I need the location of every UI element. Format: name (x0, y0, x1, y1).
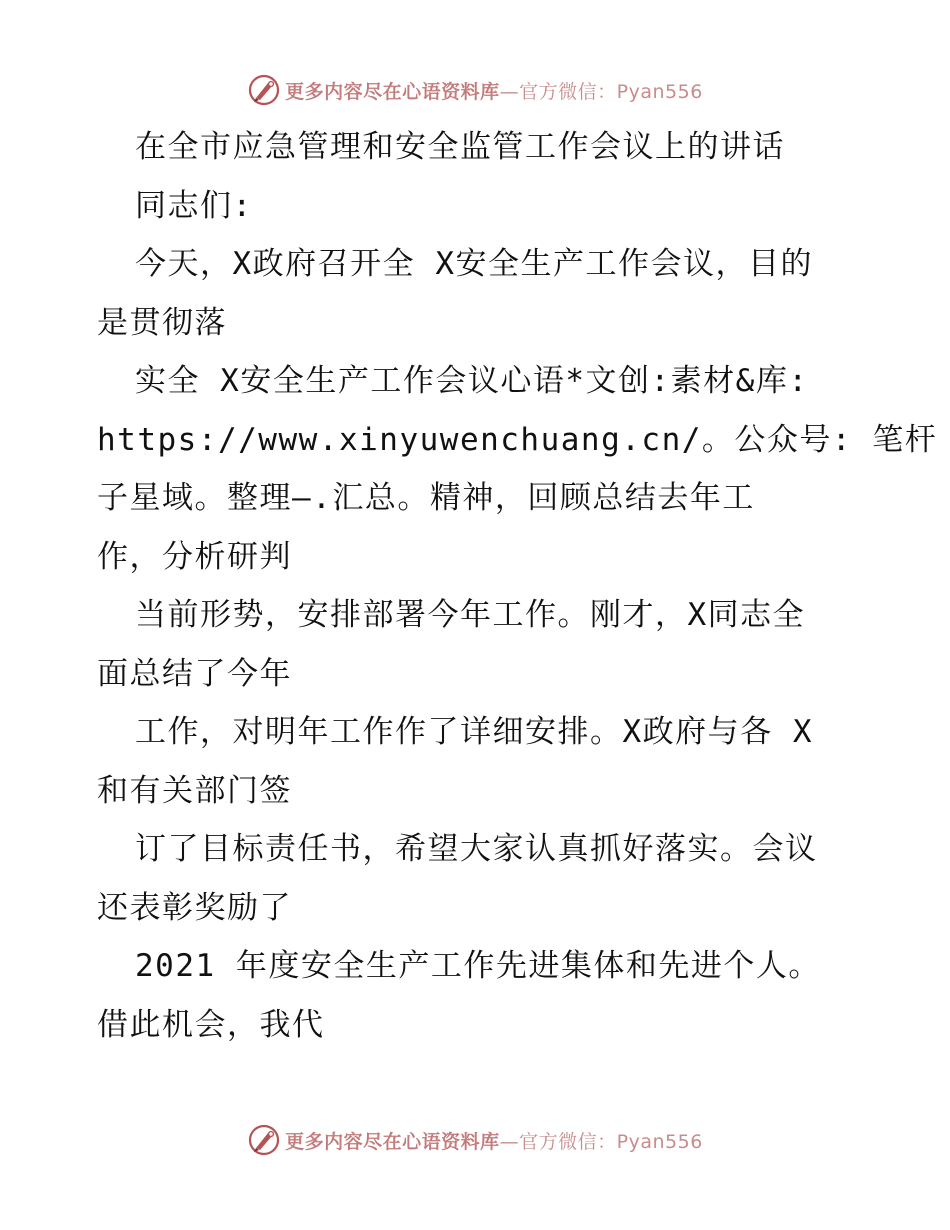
watermark-text (285, 77, 703, 104)
document-line: 子星域。整理—.汇总。精神，回顾总结去年工 (97, 480, 755, 516)
document-line: 实全 X安全生产工作会议心语*文创:素材&库: (135, 363, 809, 399)
watermark-dash: — (499, 1130, 520, 1153)
document-line: 和有关部门签 (97, 772, 292, 809)
watermark-wechat: 官方微信：Pyan556 (519, 1130, 703, 1153)
watermark-banner-top (0, 70, 950, 110)
watermark-lead: 更多内容尽在心语资料库 (285, 1130, 500, 1153)
document-line: 当前形势，安排部署今年工作。刚才，X同志全 (135, 597, 806, 633)
document-line: 在全市应急管理和安全监管工作会议上的讲话 (135, 129, 785, 165)
watermark-text (285, 1127, 703, 1154)
document-line: 是贯彻落 (97, 304, 227, 341)
document-line: 2021 年度安全生产工作先进集体和先进个人。 (135, 948, 821, 984)
document-line: 今天，X政府召开全 X安全生产工作会议，目的 (135, 246, 813, 282)
document-line: 面总结了今年 (97, 655, 292, 692)
document-line: 借此机会，我代 (97, 1006, 325, 1043)
pen-seal-logo-icon (247, 1123, 281, 1157)
document-line: 订了目标责任书，希望大家认真抓好落实。会议 (135, 831, 818, 867)
pen-seal-logo-icon (247, 73, 281, 107)
document-line: https://www.xinyuwenchuang.cn/。公众号: 笔杆 (97, 421, 938, 458)
watermark-wechat: 官方微信：Pyan556 (519, 80, 703, 103)
watermark-lead: 更多内容尽在心语资料库 (285, 80, 500, 103)
document-line: 工作，对明年工作作了详细安排。X政府与各 X (135, 714, 813, 750)
watermark-banner-bottom (0, 1120, 950, 1160)
watermark-dash: — (499, 80, 520, 103)
document-line: 同志们: (135, 187, 253, 224)
document-line: 作，分析研判 (97, 538, 292, 575)
document-body (97, 118, 938, 1054)
document-line: 还表彰奖励了 (97, 889, 292, 926)
